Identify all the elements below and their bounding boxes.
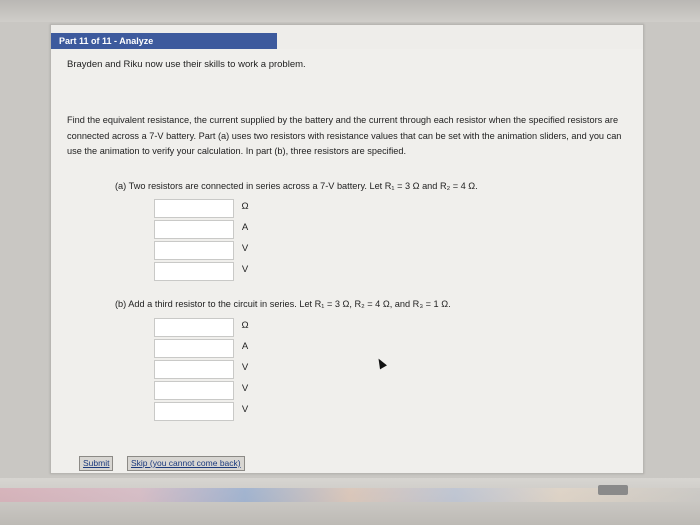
part-b-v2-input[interactable] xyxy=(154,381,234,400)
instructions-text: Find the equivalent resistance, the current supplied by the battery and the current through each resistor when the specified resistors are connected across a 7-V battery. Part (a) uses two resistors with resistance values that can be set with the animation sliders, and you can use the animation to verify your calculation. In part (b), three resistors are specified. xyxy=(67,115,622,156)
part-a-v2-input[interactable] xyxy=(154,262,234,281)
intro-text: Brayden and Riku now use their skills to work a problem. xyxy=(67,59,306,70)
question-panel xyxy=(50,24,644,474)
part-title: Part 11 of 11 - Analyze xyxy=(51,33,277,49)
part-a-v1-input[interactable] xyxy=(154,241,234,260)
dock-item xyxy=(598,485,628,495)
part-b-v1-input[interactable] xyxy=(154,360,234,379)
part-a-current-input[interactable] xyxy=(154,220,234,239)
part-a-prompt: (a) Two resistors are connected in series across a 7-V battery. Let R₁ = 3 Ω and R₂ = 4 Ω. xyxy=(115,181,478,191)
part-a-v2-unit: V xyxy=(241,264,249,275)
panel-body xyxy=(51,49,643,473)
top-bezel xyxy=(0,0,700,22)
decorative-strip xyxy=(0,488,700,502)
part-b-v3-input[interactable] xyxy=(154,402,234,421)
part-a-req-input[interactable] xyxy=(154,199,234,218)
part-b-req-unit: Ω xyxy=(241,320,249,331)
part-b-v2-unit: V xyxy=(241,383,249,394)
part-b-prompt: (b) Add a third resistor to the circuit in series. Let R₁ = 3 Ω, R₂ = 4 Ω, and R₃ = 1 Ω. xyxy=(115,299,451,309)
submit-button[interactable]: Submit xyxy=(79,456,113,471)
part-b-current-input[interactable] xyxy=(154,339,234,358)
part-a-req-unit: Ω xyxy=(241,201,249,212)
part-b-v1-unit: V xyxy=(241,362,249,373)
part-a-v1-unit: V xyxy=(241,243,249,254)
skip-button[interactable]: Skip (you cannot come back) xyxy=(127,456,245,471)
part-a-current-unit: A xyxy=(241,222,249,233)
part-b-current-unit: A xyxy=(241,341,249,352)
part-b-v3-unit: V xyxy=(241,404,249,415)
part-b-req-input[interactable] xyxy=(154,318,234,337)
